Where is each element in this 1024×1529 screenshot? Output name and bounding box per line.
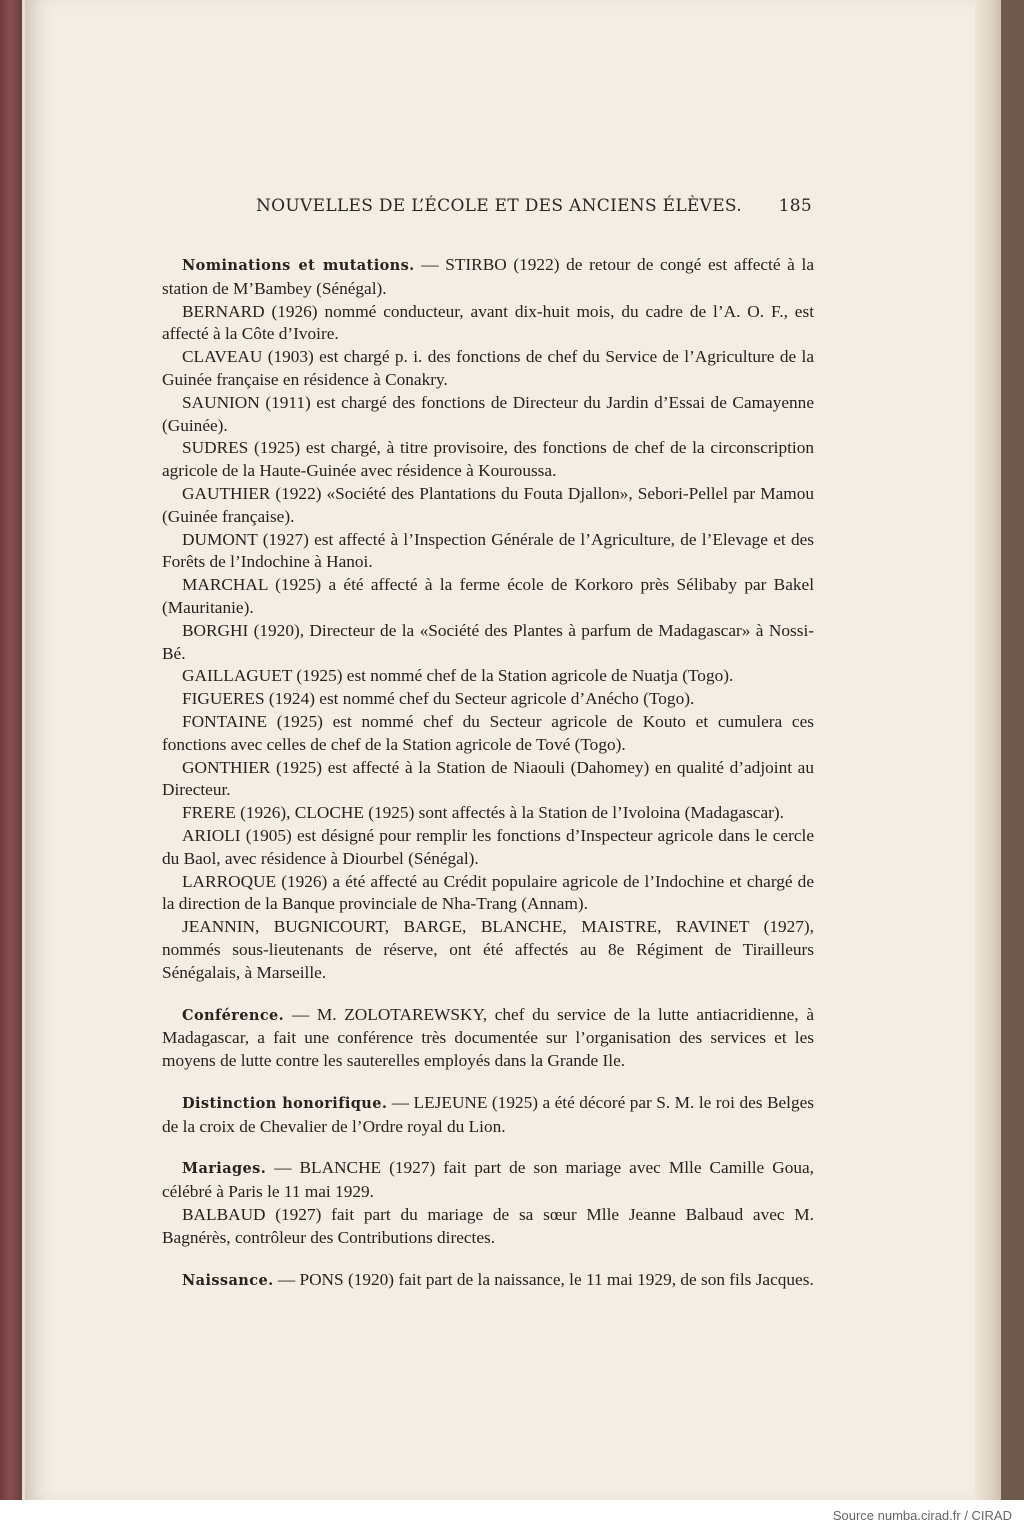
paragraph: SUDRES (1925) est chargé, à titre provisoire, des fonctions de chef de la circonscription agricole de la Haute-Guinée avec résidence à Kouroussa. (162, 438, 814, 481)
paragraph: GONTHIER (1925) est affecté à la Station de Niaouli (Dahomey) en qualité d’adjoint au Directeur. (162, 757, 814, 800)
section-gap (162, 1073, 814, 1092)
section-heading-naissance: Naissance. (182, 1271, 274, 1289)
paragraph: JEANNIN, BUGNICOURT, BARGE, BLANCHE, MAISTRE, RAVINET (1927), nommés sous-lieutenants de réserve, ont été affectés au 8e Régiment de Tirailleurs Sénégalais, à Marseille. (162, 917, 814, 982)
paragraph: BORGHI (1920), Directeur de la «Société des Plantes à parfum de Madagascar» à Nossi-Bé. (162, 620, 814, 663)
source-credit: Source numba.cirad.fr / CIRAD (832, 1508, 1012, 1523)
paragraph: FIGUERES (1924) est nommé chef du Secteur agricole d’Anécho (Togo). (182, 689, 695, 709)
paragraph: FRERE (1926), CLOCHE (1925) sont affectés à la Station de l’Ivoloina (Madagascar). (182, 803, 784, 823)
paragraph: BALBAUD (1927) fait part du mariage de sa sœur Mlle Jeanne Balbaud avec M. Bagnérès, contrôleur des Contributions directes. (162, 1205, 814, 1247)
section-naissance: Naissance. — PONS (1920) fait part de la naissance, le 11 mai 1929, de son fils Jacques. (182, 1269, 814, 1289)
section-mariages: Mariages. — BLANCHE (1927) fait part de son mariage avec Mlle Camille Goua, célébré à Paris le 11 mai 1929. (162, 1158, 814, 1202)
section-heading-distinction: Distinction honorifique. (182, 1094, 388, 1112)
paragraph: GAILLAGUET (1925) est nommé chef de la Station agricole de Nuatja (Togo). (182, 666, 734, 686)
header-title: NOUVELLES DE L’ÉCOLE ET DES ANCIENS ÉLÈVES. (256, 196, 742, 216)
section-gap (162, 1138, 814, 1157)
paragraph: MARCHAL (1925) a été affecté à la ferme école de Korkoro près Sélibaby par Bakel (Mauritanie). (162, 575, 814, 617)
section-heading-nominations: Nominations et mutations. (182, 257, 415, 274)
section-heading-conference: Conférence. (182, 1006, 285, 1024)
paragraph: SAUNION (1911) est chargé des fonctions de Directeur du Jardin d’Essai de Camayenne (Guinée). (162, 392, 814, 435)
section-gap (162, 1250, 814, 1269)
section-gap (162, 985, 814, 1004)
page-body (162, 254, 814, 1292)
paragraph: BERNARD (1926) nommé conducteur, avant dix-huit mois, du cadre de l’A. O. F., est affecté à la Côte d’Ivoire. (162, 301, 814, 344)
paragraph: LARROQUE (1926) a été affecté au Crédit populaire agricole de l’Indochine et chargé de la direction de la Banque provinciale de Nha-Trang (Annam). (162, 871, 814, 914)
paragraph: ARIOLI (1905) est désigné pour remplir les fonctions d’Inspecteur agricole dans le cercle du Baol, avec résidence à Diourbel (Sénégal). (162, 825, 814, 868)
paragraph: GAUTHIER (1922) «Société des Plantations du Fouta Djallon», Sebori-Pellel par Mamou (Guinée française). (162, 483, 814, 526)
paragraph: DUMONT (1927) est affecté à l’Inspection Générale de l’Agriculture, de l’Elevage et des Forêts de l’Indochine à Hanoi. (162, 529, 814, 572)
running-header (256, 196, 812, 216)
section-distinction: Distinction honorifique. — LEJEUNE (1925) a été décoré par S. M. le roi des Belges de la croix de Chevalier de l’Ordre royal du Lion. (162, 1092, 814, 1136)
paragraph: FONTAINE (1925) est nommé chef du Secteur agricole de Kouto et cumulera ces fonctions avec celles de chef de la Station agricole de Tové (Togo). (162, 711, 814, 754)
page-edge (975, 0, 1001, 1500)
section-conference: Conférence. — M. ZOLOTAREWSKY, chef du service de la lutte antiacridienne, à Madagascar, a fait une conférence très documentée sur l’organisation des services et les moyens de lutte contre les sauterelles employés dans la Grande Ile. (162, 1004, 814, 1071)
paragraph: CLAVEAU (1903) est chargé p. i. des fonctions de chef du Service de l’Agriculture de la Guinée française en résidence à Conakry. (162, 347, 814, 389)
section-nominations-lead: Nominations et mutations. — STIRBO (1922) de retour de congé est affecté à la station de M’Bambey (Sénégal). (162, 255, 814, 298)
section-heading-mariages: Mariages. (182, 1160, 267, 1178)
page-number: 185 (778, 196, 812, 216)
